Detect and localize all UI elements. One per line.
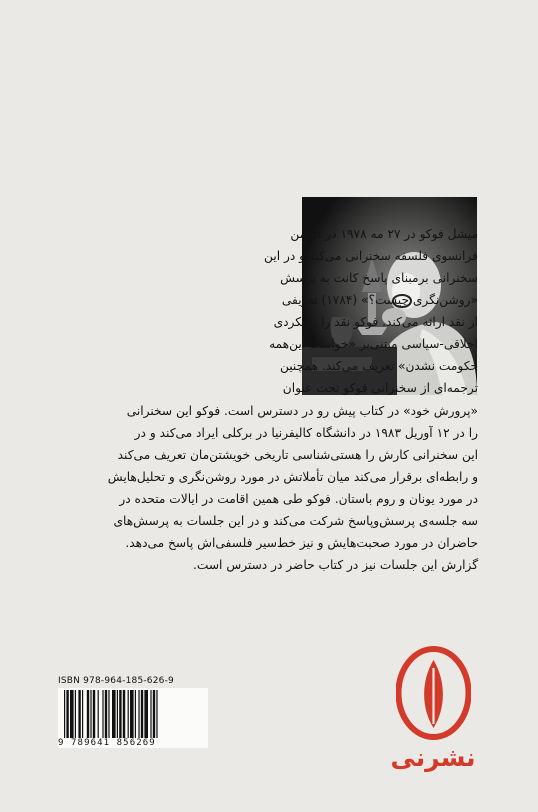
barcode-bar (82, 690, 83, 738)
description-line: «پرورش خود» در کتاب پیش رو در دسترس است. فوکو این سخنرانی (126, 404, 478, 418)
barcode-bar (90, 690, 91, 738)
description-line: «روشن‌نگری چیست؟» (۱۷۸۴) تعریفی (281, 293, 478, 307)
description-line: این سخنرانی کارش را هستی‌شناسی تاریخی خویشتن‌مان تعریف می‌کند (117, 448, 478, 462)
description-body (60, 395, 478, 605)
description-line: گزارش این جلسات نیز در کتاب حاضر در دسترس است. (193, 558, 478, 572)
barcode-bar (98, 690, 99, 738)
description-line: حکومت نشدن» تعریف می‌کند. همچنین (279, 359, 478, 373)
barcode-bar (70, 690, 74, 738)
barcode-bar (117, 690, 118, 738)
description-line: در مورد یونان و روم باستان. فوکو طی همین اقامت در ایالات متحده در (119, 492, 478, 506)
barcode-bar (141, 690, 143, 738)
barcode-bar (156, 690, 157, 738)
description-line: سه جلسه‌ی پرسش‌وپاسخ شرکت می‌کند و در این جلسات به پرسش‌های (113, 514, 478, 528)
barcode-bar (150, 690, 151, 738)
barcode-bar (93, 690, 95, 738)
barcode-bar (153, 690, 155, 738)
description-line: از نقد ارائه می‌کند. فوکو نقد را رویکردی (273, 315, 478, 329)
description-line: و رابطه‌ای برقرار می‌کند میان تأملاتش در مورد روشن‌نگری و تحلیل‌هایش (107, 470, 478, 484)
barcode-bar (128, 690, 129, 738)
description-line: حاضران در مورد صحبت‌هایش و نیز خط‌سیر فلسفی‌اش پاسخ می‌دهد. (125, 536, 478, 550)
barcode-bar (135, 690, 136, 738)
description-line: میشل فوکو در ۲۷ مه ۱۹۷۸ در انجمن (290, 227, 478, 241)
barcode-bar (75, 690, 76, 738)
barcode-bar (144, 690, 148, 738)
barcode-bar (112, 690, 116, 738)
description-line: ترجمه‌ای از سخنرانی فوکو تحت عنوان (282, 381, 478, 395)
barcode-bar (119, 690, 121, 738)
barcode-bar (138, 690, 139, 738)
description-line: فرانسوی فلسفه سخنرانی می‌کند و در این (264, 249, 478, 263)
barcode-bar (102, 690, 103, 738)
barcode-bar (66, 690, 68, 738)
barcode-bar (130, 690, 134, 738)
description-line: سخنرانی برمبنای پاسخ کانت به پرسش (280, 271, 478, 285)
barcode-bar (87, 690, 89, 738)
barcode-bar (78, 690, 80, 738)
publisher-name: نشرنی (390, 743, 476, 772)
barcode-bar (123, 690, 125, 738)
isbn-label: ISBN 978-964-185-626-9 (58, 676, 174, 686)
description-line: اخلاقی-سیاسی مبتنی‌بر «خواست این‌همه (269, 337, 478, 351)
barcode-bar (105, 690, 107, 738)
barcode-bar (64, 690, 65, 738)
description-intro (264, 222, 478, 396)
description-line: را در ۱۲ آوریل ۱۹۸۳ در دانشگاه کالیفرنیا در برکلی ایراد می‌کند و در (134, 426, 478, 440)
barcode-number: 9 789641 856269 (58, 738, 208, 748)
publisher-logo-icon (396, 646, 471, 741)
barcode-bar (108, 690, 109, 738)
